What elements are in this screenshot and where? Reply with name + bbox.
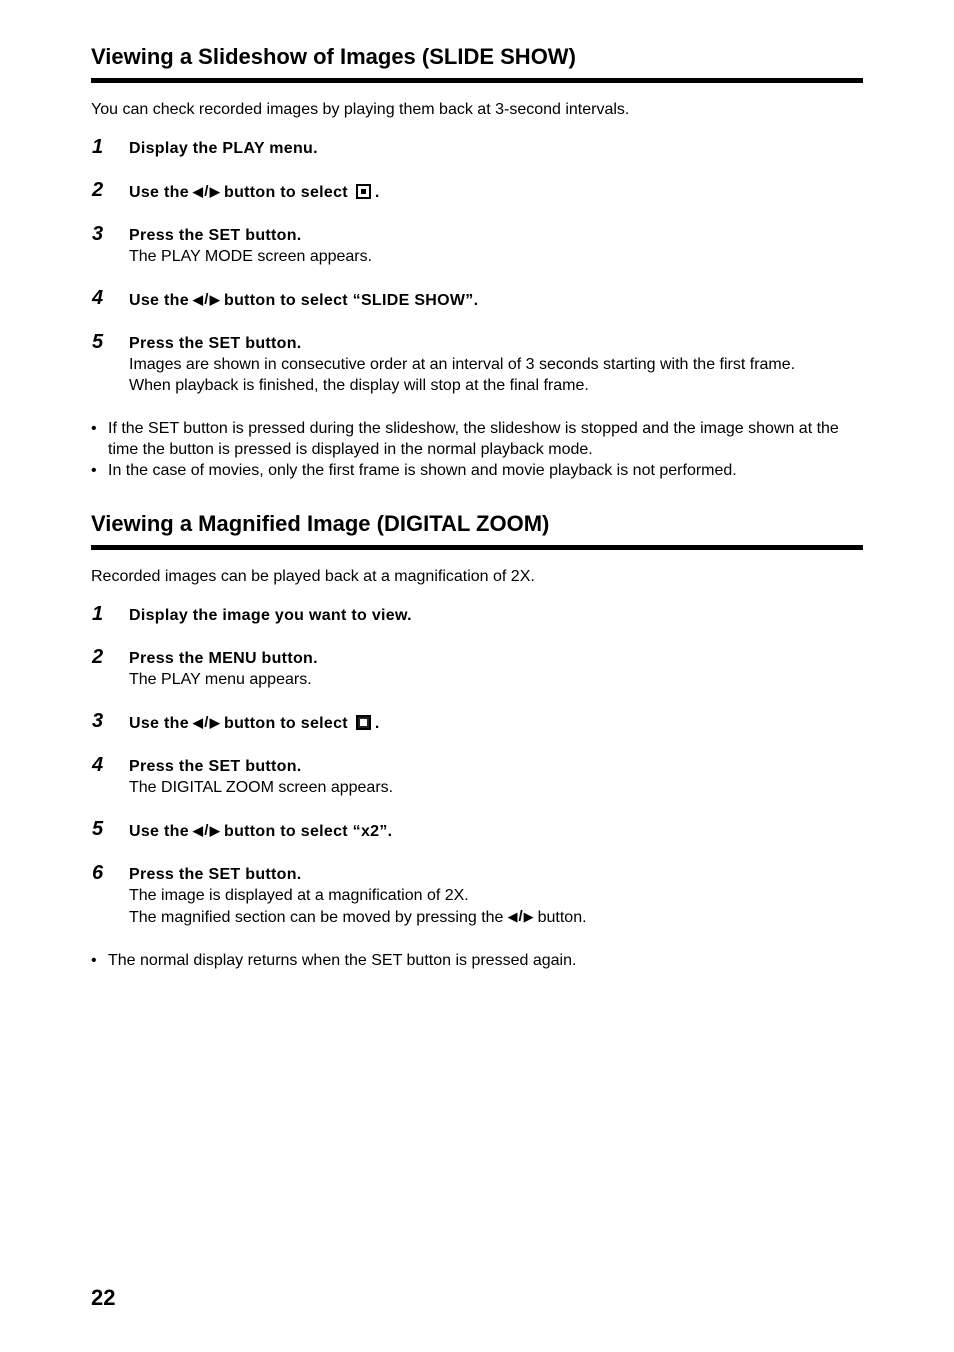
right-arrow-icon: ▶ xyxy=(523,909,534,924)
left-right-arrow-icon xyxy=(193,181,220,202)
step-title-end: . xyxy=(374,184,380,201)
step-number: 3 xyxy=(92,223,104,245)
step-title: Press the SET button. xyxy=(129,866,302,883)
left-arrow-icon: ◀ xyxy=(192,715,204,730)
step-item xyxy=(91,820,863,842)
step-item xyxy=(91,756,863,798)
step-number: 5 xyxy=(92,331,104,353)
section-slideshow xyxy=(91,44,863,481)
left-arrow-icon: ◀ xyxy=(192,292,204,307)
step-title: Display the PLAY menu. xyxy=(129,140,318,157)
step-item xyxy=(91,225,863,267)
section-intro: Recorded images can be played back at a magnification of 2X. xyxy=(91,568,535,585)
step-title-end: . xyxy=(374,715,380,732)
step-description xyxy=(129,906,863,928)
right-arrow-icon: ▶ xyxy=(209,715,220,730)
bullet-glyph: • xyxy=(91,420,97,437)
step-description: The PLAY MODE screen appears. xyxy=(129,248,373,265)
step-title: Press the SET button. xyxy=(129,227,302,244)
step-number: 5 xyxy=(92,818,104,840)
step-item xyxy=(91,181,863,203)
step-list xyxy=(91,138,863,396)
step-number: 1 xyxy=(92,136,104,158)
step-title: Press the MENU button. xyxy=(129,650,318,667)
step-title-text: Use the xyxy=(129,823,189,840)
step-number: 6 xyxy=(92,862,104,884)
step-item xyxy=(91,712,863,734)
slash-glyph: / xyxy=(204,183,209,200)
step-title xyxy=(129,712,863,734)
left-arrow-icon: ◀ xyxy=(507,909,518,924)
step-description: When playback is finished, the display will stop at the final frame. xyxy=(129,377,589,394)
step-item xyxy=(91,648,863,690)
slash-glyph: / xyxy=(204,291,209,308)
step-description: The PLAY menu appears. xyxy=(129,671,312,688)
step-item xyxy=(91,864,863,928)
slideshow-menu-icon xyxy=(356,184,371,199)
note-text: In the case of movies, only the first frame is shown and movie playback is not performed. xyxy=(108,462,737,479)
step-title-text: Use the xyxy=(129,184,189,201)
step-number: 2 xyxy=(92,646,104,668)
step-description: Images are shown in consecutive order at an interval of 3 seconds starting with the first frame. xyxy=(129,356,796,373)
left-arrow-icon: ◀ xyxy=(192,823,204,838)
step-title-text: button to select xyxy=(224,715,348,732)
section-heading: Viewing a Slideshow of Images (SLIDE SHOW) xyxy=(91,44,863,83)
step-item xyxy=(91,605,863,626)
note-list xyxy=(91,418,863,481)
left-right-arrow-icon xyxy=(193,712,220,733)
step-number: 4 xyxy=(92,287,104,309)
step-title xyxy=(129,820,863,842)
step-list xyxy=(91,605,863,928)
slash-glyph: / xyxy=(204,822,209,839)
step-description: The DIGITAL ZOOM screen appears. xyxy=(129,779,394,796)
slash-glyph: / xyxy=(204,714,209,731)
note-text: If the SET button is pressed during the slideshow, the slideshow is stopped and the image shown at the time the button is pressed is displayed in the normal playback mode. xyxy=(108,420,839,458)
note-text: The normal display returns when the SET button is pressed again. xyxy=(108,952,577,969)
left-right-arrow-icon xyxy=(193,820,220,841)
step-title xyxy=(129,289,863,311)
step-description: The image is displayed at a magnification of 2X. xyxy=(129,887,469,904)
step-title-text: button to select “SLIDE SHOW”. xyxy=(224,292,479,309)
step-title: Display the image you want to view. xyxy=(129,607,412,624)
left-right-arrow-icon xyxy=(507,906,533,927)
step-title xyxy=(129,181,863,203)
left-right-arrow-icon xyxy=(193,289,220,310)
step-title-text: button to select xyxy=(224,184,348,201)
step-number: 4 xyxy=(92,754,104,776)
bullet-glyph: • xyxy=(91,952,97,969)
digital-zoom-menu-icon xyxy=(356,715,371,730)
note-item xyxy=(91,460,863,481)
step-item xyxy=(91,138,863,159)
step-title: Press the SET button. xyxy=(129,335,302,352)
step-description-text: The magnified section can be moved by pressing the xyxy=(129,909,504,926)
left-arrow-icon: ◀ xyxy=(192,184,204,199)
right-arrow-icon: ▶ xyxy=(209,292,220,307)
note-item xyxy=(91,418,863,460)
bullet-glyph: • xyxy=(91,462,97,479)
step-title: Press the SET button. xyxy=(129,758,302,775)
step-description-text: button. xyxy=(537,909,587,926)
section-intro: You can check recorded images by playing them back at 3-second intervals. xyxy=(91,101,630,118)
step-number: 2 xyxy=(92,179,104,201)
step-number: 1 xyxy=(92,603,104,625)
section-heading: Viewing a Magnified Image (DIGITAL ZOOM) xyxy=(91,511,863,550)
step-item xyxy=(91,333,863,396)
step-title-text: Use the xyxy=(129,715,189,732)
right-arrow-icon: ▶ xyxy=(209,823,220,838)
section-digital-zoom xyxy=(91,511,863,971)
step-item xyxy=(91,289,863,311)
right-arrow-icon: ▶ xyxy=(209,184,220,199)
step-title-text: Use the xyxy=(129,292,189,309)
note-list xyxy=(91,950,863,971)
page-number: 22 xyxy=(91,1285,116,1310)
note-item xyxy=(91,950,863,971)
slash-glyph: / xyxy=(518,908,523,925)
step-title-text: button to select “x2”. xyxy=(224,823,393,840)
step-number: 3 xyxy=(92,710,104,732)
